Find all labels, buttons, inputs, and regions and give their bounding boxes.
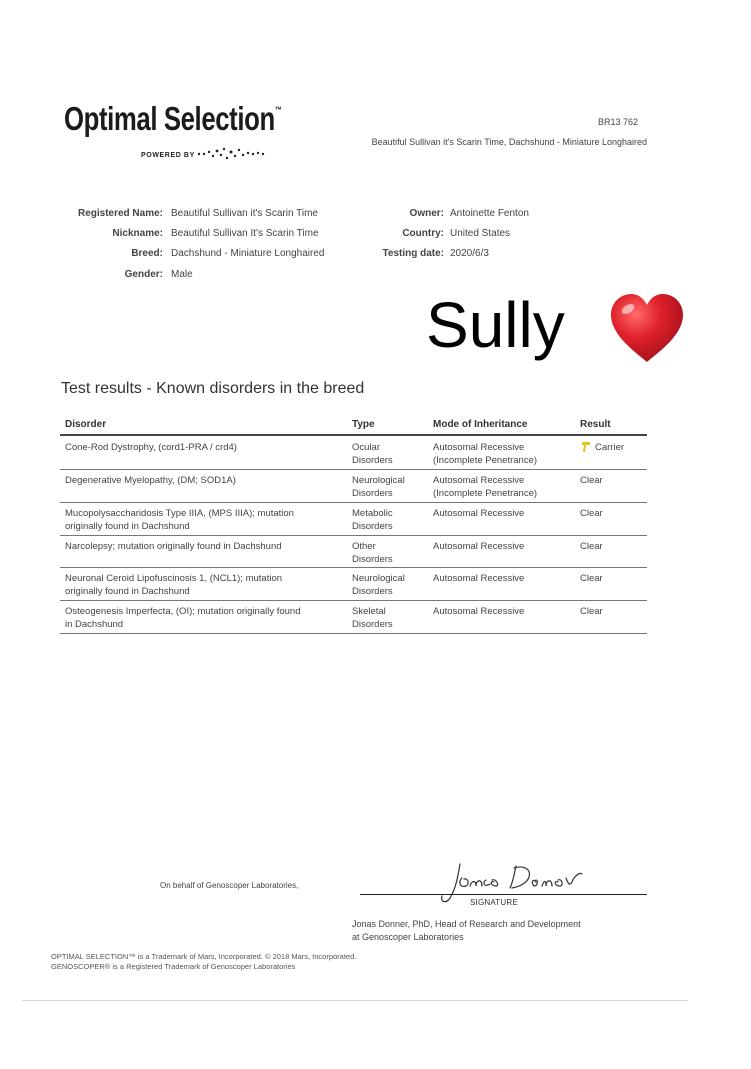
disorder-cell [65,605,301,631]
type-cell [352,605,393,631]
inheritance-cell [433,507,524,520]
brand-logo [64,100,281,138]
page-bottom-rule [22,1000,688,1001]
disorder-cell-line: originally found in Dachshund [65,521,190,532]
type-cell-line: Disorders [352,586,393,597]
heart-emoji-icon [608,292,686,364]
signer-details [352,918,652,944]
disorder-cell-line: Narcolepsy; mutation originally found in Dachshund [65,541,282,552]
inheritance-cell [433,441,537,467]
type-cell-line: Neurological [352,475,405,486]
result-cell [580,572,603,585]
country-label: Country: [402,228,444,239]
nickname-label: Nickname: [112,228,163,239]
result-value: Carrier [595,442,625,453]
type-cell [352,441,393,467]
nickname-value: Beautiful Sullivan It's Scarin Time [171,228,319,239]
inheritance-cell-line: Autosomal Recessive [433,508,525,519]
disorder-cell-line: Degenerative Myelopathy, (DM; SOD1A) [65,475,236,486]
owner-label: Owner: [409,208,444,219]
column-header-disorder: Disorder [65,419,107,430]
signature-label: SIGNATURE [470,898,518,907]
disorder-cell-line: Neuronal Ceroid Lipofuscinosis 1, (NCL1); mutation [65,573,283,584]
type-cell [352,540,393,566]
row-divider [60,502,647,503]
type-cell-line: Neurological [352,573,405,584]
inheritance-cell-line: Autosomal Recessive [433,442,525,453]
row-divider [60,567,647,568]
column-header-inheritance: Mode of Inheritance [433,419,528,430]
type-cell [352,572,405,598]
type-cell-line: Metabolic [352,508,393,519]
disorder-cell-line: originally found in Dachshund [65,586,190,597]
type-cell [352,474,405,500]
country-value: United States [450,228,511,239]
row-divider [60,633,647,634]
inheritance-cell [433,572,524,585]
inheritance-cell-line: (Incomplete Penetrance) [433,455,538,466]
testing-date-label: Testing date: [382,248,444,259]
results-section-title: Test results - Known disorders in the breed [61,380,365,397]
registered-name-value: Beautiful Sullivan it's Scarin Time [171,208,318,219]
type-cell-line: Disorders [352,619,393,630]
powered-by-label: POWERED BY [141,152,195,159]
inheritance-cell-line: (Incomplete Penetrance) [433,488,538,499]
trademark-notice-mars: OPTIMAL SELECTION™ is a Trademark of Mars, Incorporated. © 2018 Mars, Incorporated. [51,952,357,961]
trademark-notice-genoscoper: GENOSCOPER® is a Registered Trademark of Genoscoper Laboratories [51,962,296,971]
table-header-rule [60,434,647,436]
result-cell [580,441,624,454]
result-value: Clear [580,541,603,552]
result-value: Clear [580,475,603,486]
inheritance-cell [433,540,524,553]
type-cell-line: Disorders [352,521,393,532]
disorder-cell-line: Cone-Rod Dystrophy, (cord1-PRA / crd4) [65,442,237,453]
signer-name-title: Jonas Donner, PhD, Head of Research and Development [352,919,581,929]
genoscoper-logo-icon [196,146,270,162]
result-value: Clear [580,573,603,584]
registered-name-label: Registered Name: [77,208,163,219]
disorder-cell [65,540,282,553]
nickname-overlay-text: Sully [426,289,565,361]
disorder-cell-line: in Dachshund [65,619,124,630]
row-divider [60,600,647,601]
signer-organization: at Genoscoper Laboratories [352,932,464,942]
type-cell-line: Disorders [352,455,393,466]
testing-date-value: 2020/6/3 [450,248,489,259]
inheritance-cell-line: Autosomal Recessive [433,606,525,617]
type-cell-line: Ocular [352,442,380,453]
result-cell [580,540,603,553]
result-value: Clear [580,606,603,617]
disorder-cell [65,507,294,533]
row-divider [60,469,647,470]
breed-label: Breed: [131,248,163,259]
disorder-cell-line: Mucopolysaccharidosis Type IIIA, (MPS IIIA); mutation [65,508,294,519]
inheritance-cell [433,474,537,500]
brand-logo-text: Optimal Selection [64,100,275,137]
legal-notice [51,952,471,972]
inheritance-cell [433,605,524,618]
type-cell [352,507,393,533]
disorder-cell [65,441,237,454]
type-cell-line: Skeletal [352,606,386,617]
result-cell [580,474,603,487]
disorder-cell-line: Osteogenesis Imperfecta, (OI); mutation originally found [65,606,301,617]
gender-label: Gender: [124,269,163,280]
result-value: Clear [580,508,603,519]
inheritance-cell-line: Autosomal Recessive [433,573,525,584]
result-cell [580,605,603,618]
owner-value: Antoinette Fenton [450,208,529,219]
inheritance-cell-line: Autosomal Recessive [433,475,525,486]
on-behalf-text: On behalf of Genoscoper Laboratories, [160,881,299,890]
result-cell [580,507,603,520]
type-cell-line: Disorders [352,488,393,499]
type-cell-line: Other [352,541,376,552]
inheritance-cell-line: Autosomal Recessive [433,541,525,552]
disorder-cell [65,474,236,487]
gender-value: Male [171,269,193,280]
carrier-marker-icon [580,441,592,453]
document-id: BR13 762 [598,117,639,127]
column-header-type: Type [352,419,375,430]
column-header-result: Result [580,419,611,430]
trademark-symbol: ™ [274,105,282,115]
breed-value: Dachshund - Miniature Longhaired [171,248,325,259]
signature-line [360,894,647,895]
type-cell-line: Disorders [352,554,393,565]
row-divider [60,535,647,536]
document-subject: Beautiful Sullivan it's Scarin Time, Dachshund - Miniature Longhaired [371,137,647,147]
disorder-cell [65,572,282,598]
